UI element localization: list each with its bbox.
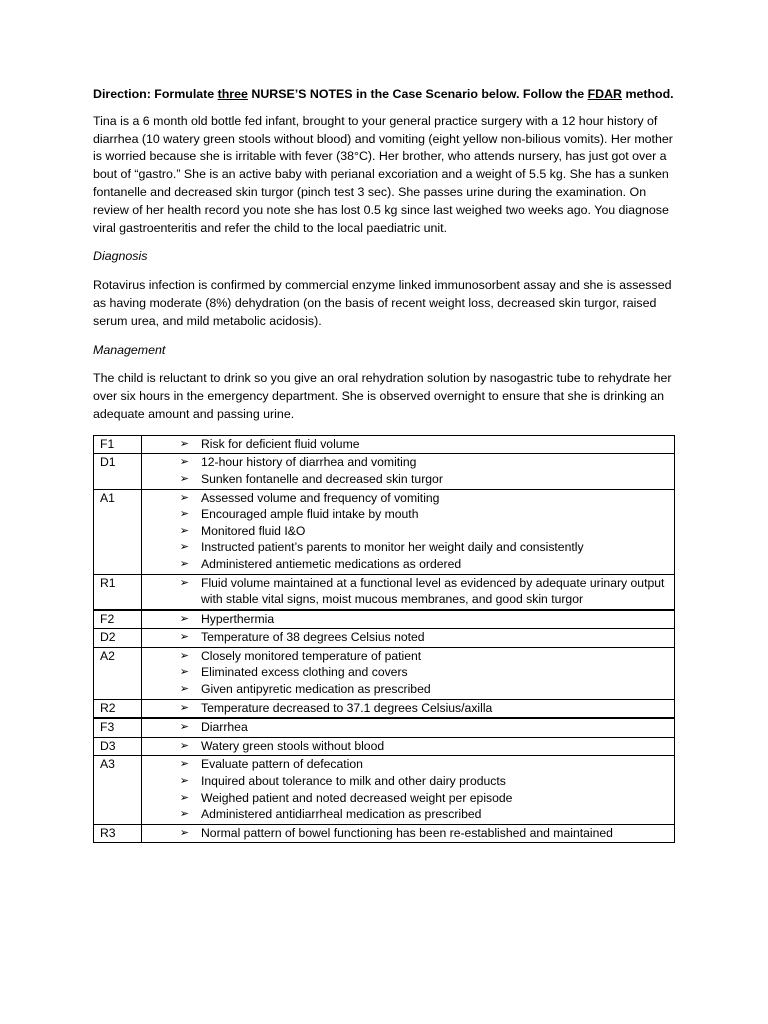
list-item [142, 825, 674, 842]
arrow-bullet-icon: ➢ [179, 826, 189, 839]
arrow-bullet-icon: ➢ [179, 808, 189, 821]
fdar-label: A3 [94, 756, 142, 824]
fdar-label: F1 [94, 435, 142, 454]
fdar-items [142, 719, 675, 738]
fdar-label: F3 [94, 719, 142, 738]
fdar-row-f [94, 435, 675, 454]
fdar-items [142, 629, 675, 648]
list-item-text: Temperature decreased to 37.1 degrees Celsius/axilla [201, 700, 493, 715]
fdar-label: F2 [94, 610, 142, 629]
list-item-text: Normal pattern of bowel functioning has been re-established and maintained [201, 825, 613, 840]
list-item-text: 12-hour history of diarrhea and vomiting [201, 455, 417, 470]
arrow-bullet-icon: ➢ [179, 541, 189, 554]
arrow-bullet-icon: ➢ [179, 649, 189, 662]
list-item-text: Evaluate pattern of defecation [201, 757, 363, 772]
arrow-bullet-icon: ➢ [179, 612, 189, 625]
fdar-row-d [94, 629, 675, 648]
fdar-tables [93, 435, 675, 844]
fdar-items [142, 435, 675, 454]
fdar-items [142, 610, 675, 629]
list-item [142, 471, 674, 488]
fdar-label: D2 [94, 629, 142, 648]
arrow-bullet-icon: ➢ [179, 472, 189, 485]
document-page [93, 86, 675, 843]
list-item [142, 719, 674, 736]
fdar-items [142, 699, 675, 718]
list-item-text: Instructed patient’s parents to monitor her weight daily and consistently [201, 540, 584, 555]
diagnosis-paragraph: Rotavirus infection is confirmed by commercial enzyme linked immunosorbent assay and she is assessed as having moderate (8%) dehydration (on the basis of recent weight loss, decreased skin turgor, raised serum urea, and mild metabolic acidosis). [93, 278, 672, 328]
fdar-row-r [94, 574, 675, 609]
list-item [142, 681, 674, 698]
fdar-label: R3 [94, 824, 142, 843]
list-item [142, 523, 674, 540]
arrow-bullet-icon: ➢ [179, 437, 189, 450]
fdar-items [142, 574, 675, 609]
arrow-bullet-icon: ➢ [179, 508, 189, 521]
arrow-bullet-icon: ➢ [179, 701, 189, 714]
management-heading: Management [93, 342, 166, 357]
arrow-bullet-icon: ➢ [179, 775, 189, 788]
fdar-table-2 [93, 610, 675, 719]
list-item-text: Fluid volume maintained at a functional level as evidenced by adequate urinary output with stable vital signs, moist mucous membranes, and good skin turgor [201, 575, 665, 607]
fdar-label: A1 [94, 489, 142, 574]
fdar-table-3 [93, 718, 675, 843]
list-item [142, 611, 674, 628]
list-item-text: Temperature of 38 degrees Celsius noted [201, 630, 425, 645]
direction-underlined-word: three [217, 87, 248, 101]
fdar-label: R1 [94, 574, 142, 609]
list-item-text: Sunken fontanelle and decreased skin turgor [201, 471, 443, 486]
fdar-row-r [94, 699, 675, 718]
arrow-bullet-icon: ➢ [179, 631, 189, 644]
fdar-label: D1 [94, 454, 142, 489]
case-scenario-paragraph: Tina is a 6 month old bottle fed infant, brought to your general practice surgery with a 12 hour history of diarrhea (10 watery green stools without blood) and vomiting (eight yellow non-bilious vomits). Her mother is worried because she is irritable with fever (38°C). Her brother, who attends nursery, has just got over a bout of “gastro.” She is an active baby with perianal excoriation and a weight of 5.5 kg. She has a sunken fontanelle and decreased skin turgor (pinch test 3 sec). She passes urine during the examination. On review of her health record you note she has lost 0.5 kg since last weighed two weeks ago. You diagnose viral gastroenteritis and refer the child to the local paediatric unit. [93, 113, 673, 235]
list-item [142, 556, 674, 573]
list-item [142, 773, 674, 790]
arrow-bullet-icon: ➢ [179, 557, 189, 570]
arrow-bullet-icon: ➢ [179, 721, 189, 734]
fdar-items [142, 824, 675, 843]
fdar-row-r [94, 824, 675, 843]
list-item [142, 806, 674, 823]
list-item [142, 629, 674, 646]
list-item [142, 539, 674, 556]
list-item-text: Inquired about tolerance to milk and other dairy products [201, 774, 506, 789]
fdar-label: D3 [94, 737, 142, 756]
fdar-label: A2 [94, 647, 142, 699]
arrow-bullet-icon: ➢ [179, 666, 189, 679]
fdar-row-a [94, 489, 675, 574]
list-item [142, 490, 674, 507]
direction-text [93, 86, 675, 104]
list-item [142, 575, 674, 608]
list-item-text: Monitored fluid I&O [201, 523, 306, 538]
list-item-text: Given antipyretic medication as prescribed [201, 682, 431, 697]
fdar-row-f [94, 610, 675, 629]
list-item-text: Administered antidiarrheal medication as prescribed [201, 807, 482, 822]
fdar-row-f [94, 719, 675, 738]
fdar-table-1 [93, 435, 675, 610]
arrow-bullet-icon: ➢ [179, 791, 189, 804]
fdar-row-a [94, 756, 675, 824]
fdar-label: R2 [94, 699, 142, 718]
list-item-text: Diarrhea [201, 720, 248, 735]
arrow-bullet-icon: ➢ [179, 758, 189, 771]
list-item-text: Risk for deficient fluid volume [201, 436, 360, 451]
list-item [142, 790, 674, 807]
list-item-text: Encouraged ample fluid intake by mouth [201, 507, 419, 522]
list-item [142, 436, 674, 453]
list-item [142, 756, 674, 773]
direction-underlined-method: FDAR [587, 87, 622, 101]
arrow-bullet-icon: ➢ [179, 576, 189, 589]
list-item-text: Administered antiemetic medications as ordered [201, 556, 462, 571]
arrow-bullet-icon: ➢ [179, 491, 189, 504]
arrow-bullet-icon: ➢ [179, 524, 189, 537]
list-item [142, 648, 674, 665]
list-item-text: Closely monitored temperature of patient [201, 648, 422, 663]
list-item [142, 664, 674, 681]
arrow-bullet-icon: ➢ [179, 683, 189, 696]
list-item-text: Weighed patient and noted decreased weight per episode [201, 790, 513, 805]
list-item [142, 506, 674, 523]
fdar-items [142, 489, 675, 574]
fdar-items [142, 737, 675, 756]
list-item-text: Hyperthermia [201, 611, 275, 626]
list-item [142, 700, 674, 717]
list-item [142, 738, 674, 755]
fdar-row-d [94, 454, 675, 489]
arrow-bullet-icon: ➢ [179, 456, 189, 469]
fdar-items [142, 756, 675, 824]
fdar-items [142, 454, 675, 489]
direction-middle: NURSE’S NOTES in the Case Scenario below. Follow the [247, 87, 588, 101]
fdar-row-a [94, 647, 675, 699]
list-item [142, 454, 674, 471]
list-item-text: Eliminated excess clothing and covers [201, 665, 408, 680]
direction-prefix: Direction: Formulate [93, 87, 218, 101]
fdar-row-d [94, 737, 675, 756]
arrow-bullet-icon: ➢ [179, 739, 189, 752]
management-paragraph: The child is reluctant to drink so you give an oral rehydration solution by nasogastric tube to rehydrate her over six hours in the emergency department. She is observed overnight to ensure that she is drinking an adequate amount and passing urine. [93, 371, 672, 421]
list-item-text: Assessed volume and frequency of vomiting [201, 490, 440, 505]
fdar-items [142, 647, 675, 699]
list-item-text: Watery green stools without blood [201, 738, 385, 753]
direction-suffix: method. [622, 87, 674, 101]
diagnosis-heading: Diagnosis [93, 249, 148, 264]
